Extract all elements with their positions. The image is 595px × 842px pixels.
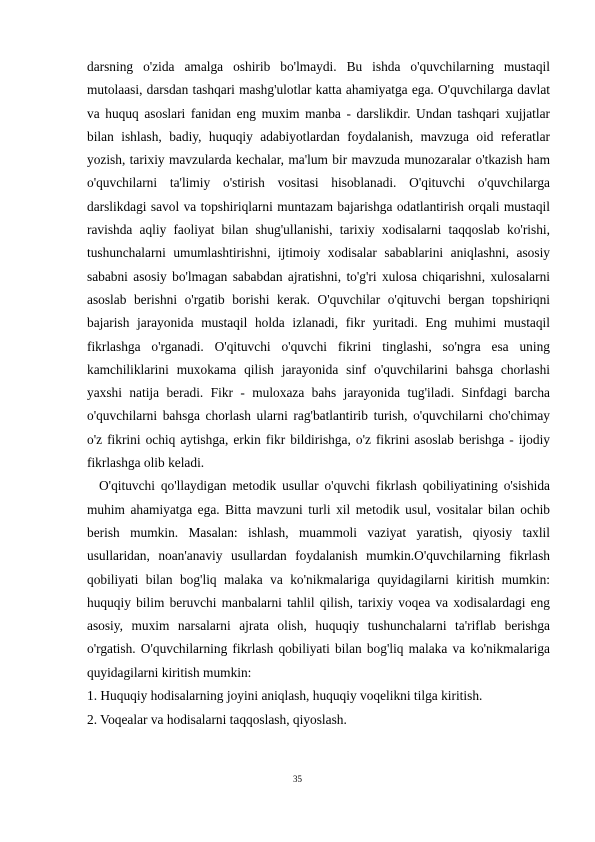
page-number: 35	[293, 774, 302, 784]
list-item: 2. Voqealar va hodisalarni taqqoslash, qiyoslash.	[87, 712, 347, 728]
numbered-list	[87, 684, 550, 732]
paragraph-2: O'qituvchi qo'llaydigan metodik usullar o'quvchi fikrlash qobiliyatining o'sishida muhim ahamiyatga ega. Bitta mavzuni turli xil metodik usul, vositalar bilan ochib berish mumkin. Masalan: ishlash, muammoli vaziyat yaratish, qiyosiy taxlil usullaridan, noan'anaviy usullardan foydalanish mumkin.O'quvchilarning fikrlash qobiliyati bilan bog'liq malaka va ko'nikmalariga quyidagilarni kiritish mumkin: huquqiy bilim beruvchi manbalarni tahlil qilish, tarixiy voqea va xodisalardagi eng asosiy, muxim narsalarni ajrata olish, huquqiy tushunchalarni ta'riflab berishga o'rgatish. O'quvchilarning fikrlash qobiliyati bilan bog'liq malaka va ko'nikmalariga quyidagilarni kiritish mumkin:	[87, 478, 550, 680]
paragraph-1: darsning o'zida amalga oshirib bo'lmaydi. Bu ishda o'quvchilarning mustaqil mutolaasi, darsdan tashqari mashg'ulotlar katta ahamiyatga ega. O'quvchilarga davlat va huquq asoslari fanidan eng muxim manba - darslikdir. Undan tashqari xujjatlar bilan ishlash, badiy, huquqiy adabiyotlardan foydalanish, mavzuga oid referatlar yozish, tarixiy mavzularda kechalar, ma'lum bir mavzuda munozaralar o'tkazish ham o'quvchilarni ta'limiy o'stirish vositasi hisoblanadi. O'qituvchi o'quvchilarga darslikdagi savol va topshiriqlarni muntazam bajarishga odatlantirish orqali mustaqil ravishda aqliy faoliyat bilan shug'ullanishi, tarixiy xodisalarni taqqoslab ko'rishi, tushunchalarni umumlashtirishni, ijtimoiy xodisalar sabablarini aniqlashni, asosiy sababni asosiy bo'lmagan sababdan ajratishni, to'g'ri xulosa chiqarishni, xulosalarni asoslab berishni o'rgatib borishi kerak. O'quvchilar o'qituvchi bergan topshiriqni bajarish jarayonida mustaqil holda izlanadi, fikr yuritadi. Eng muhimi mustaqil fikrlashga o'rganadi. O'qituvchi o'quvchi fikrini tinglashi, so'ngra esa uning kamchiliklarini muxokama qilish jarayonida sinf o'quvchilarini bahsga chorlashi yaxshi natija beradi. Fikr - muloxaza bahs jarayonida tug'iladi. Sinfdagi barcha o'quvchilarni bahsga chorlash ularni rag'batlantirib turish, o'quvchilarni cho'chimay o'z fikrini ochiq aytishga, erkin fikr bildirishga, o'z fikrini asoslab berishga - ijodiy fikrlashga olib keladi.	[87, 59, 550, 471]
list-item: 1. Huquqiy hodisalarning joyini aniqlash, huquqiy voqelikni tilga kiritish.	[87, 688, 483, 704]
page-body	[87, 55, 550, 732]
